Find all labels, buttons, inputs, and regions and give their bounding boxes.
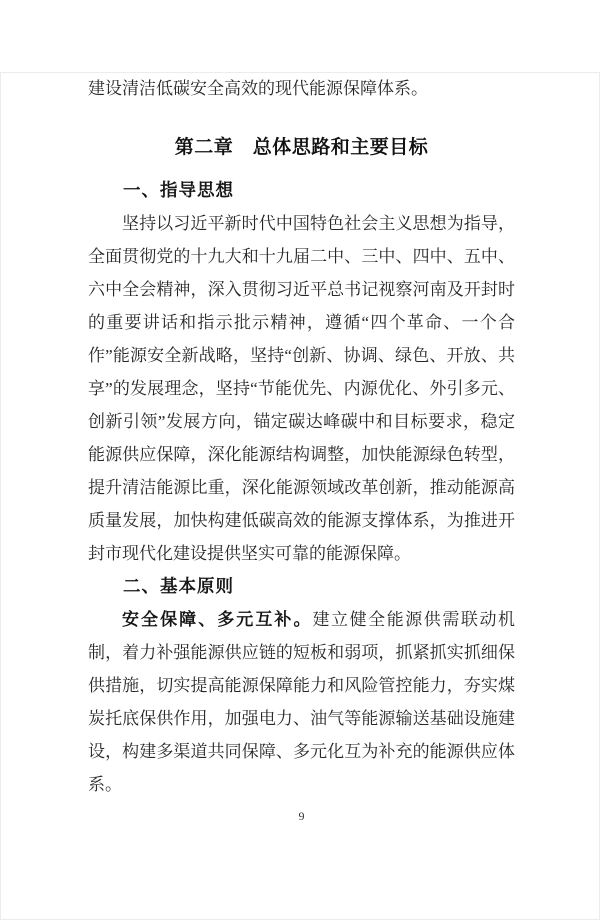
paragraph-continuation: 建设清洁低碳安全高效的现代能源保障体系。 [88, 79, 428, 98]
document-page [0, 72, 600, 920]
paragraph-lead-rest: 建立健全能源供需联动机制，着力补强能源供应链的短板和弱项，抓紧抓实抓细保供措施，切实提高能源保障能力和风险管控能力，夯实煤炭托底保供作用，加强电力、油气等能源输送基础设施建设，构建多渠道共同保障、多元化互为补充的能源供应体系。 [88, 610, 515, 794]
page-number: 9 [298, 809, 305, 823]
paragraph-basic-principles [88, 603, 515, 801]
section-heading-guiding-ideology: 一、指导思想 [123, 180, 234, 200]
chapter-heading: 第二章 总体思路和主要目标 [174, 137, 429, 158]
paragraph-lead-bold: 安全保障、多元互补。 [122, 610, 313, 629]
section-heading-basic-principles: 二、基本原则 [123, 576, 234, 596]
paragraph-guiding-ideology: 坚持以习近平新时代中国特色社会主义思想为指导，全面贯彻党的十九大和十九届二中、三中、四中、五中、六中全会精神，深入贯彻习近平总书记视察河南及开封时的重要讲话和指示批示精神，遵循“四个革命、一个合作”能源安全新战略，坚持“创新、协调、绿色、开放、共享”的发展理念，坚持“节能优先、内源优化、外引多元、创新引领”发展方向，锚定碳达峰碳中和目标要求，稳定能源供应保障，深化能源结构调整，加快能源绿色转型，提升清洁能源比重，深化能源领域改革创新，推动能源高质量发展，加快构建低碳高效的能源支撑体系，为推进开封市现代化建设提供坚实可靠的能源保障。 [88, 214, 515, 563]
